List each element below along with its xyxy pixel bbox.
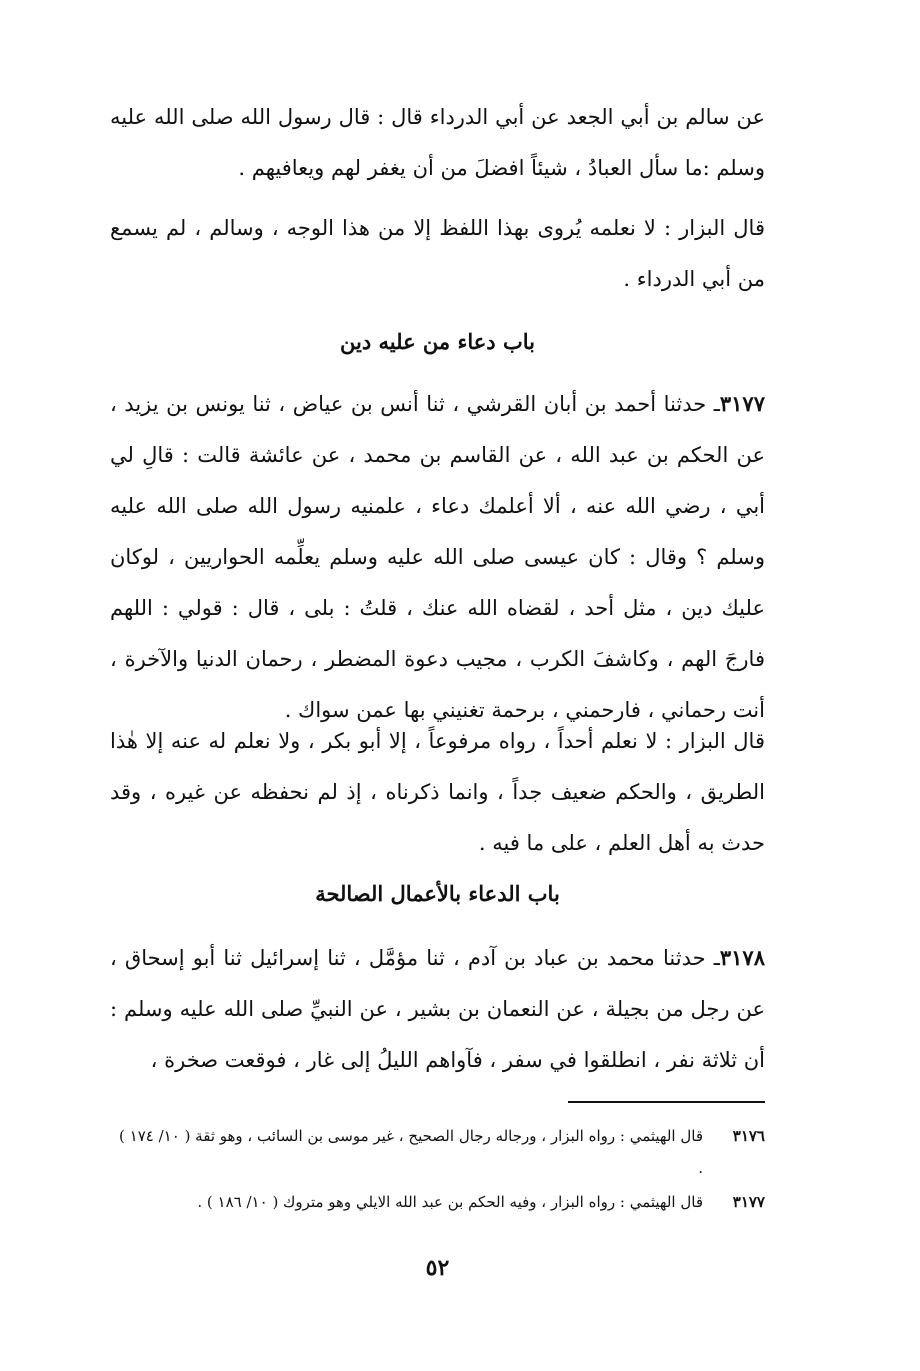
- paragraph-text: قال البزار : لا نعلمه يُروى بهذا اللفظ إلا من هذا الوجه ، وسالم ، لم يسمع من أبي الدرداء .: [110, 216, 765, 291]
- footnote-divider: [568, 1101, 765, 1103]
- chapter-heading-good-deeds: باب الدعاء بالأعمال الصالحة: [315, 881, 560, 906]
- paragraph-hadith-end: [110, 92, 765, 194]
- paragraph-text: عن سالم بن أبي الجعد عن أبي الدرداء قال : قال رسول الله صلى الله عليه وسلم :ما سأل العبادُ ، شيئاً افضلَ من أن يغفر لهم ويعافيهم .: [110, 105, 765, 180]
- page-number: ٥٢: [425, 1255, 450, 1281]
- footnote-number: ٣١٧٧: [732, 1193, 765, 1211]
- footnote-3177: [110, 1186, 765, 1218]
- footnote-text: قال الهيثمي : رواه البزار ، وفيه الحكم بن عبد الله الايلي وهو متروك ( ١٠/ ١٨٦ ) .: [197, 1193, 703, 1211]
- footnote-number: ٣١٧٦: [732, 1127, 765, 1145]
- paragraph-text: قال البزار : لا نعلم أحداً ، رواه مرفوعاً ، إلا أبو بكر ، ولا نعلم له عنه إلا هٰذا الطريق ، والحكم ضعيف جداً ، وانما ذكرناه ، إذ لم نحفظه عن غيره ، وقد حدث به أهل العلم ، على ما فيه .: [110, 729, 765, 855]
- paragraph-text: ـ حدثنا أحمد بن أبان القرشي ، ثنا أنس بن عياض ، ثنا يونس بن يزيد ، عن الحكم بن عبد الله ، عن القاسم بن محمد ، عن عائشة قالت : قالِ لي أبي ، رضي الله عنه ، ألا أعلمك دعاء ، علمنيه رسول الله صلى الله عليه وسلم ؟ وقال : كان عيسى صلى الله عليه وسلم يعلِّمه الحواريين ، لوكان عليك دين ، مثل أحد ، لقضاه الله عنك ، قلتُ : بلى ، قال : قولي : اللهم فارجَ الهم ، وكاشفَ الكرب ، مجيب دعوة المضطر ، رحمان الدنيا والآخرة ، أنت رحماني ، فارحمني ، برحمة تغنيني بها عمن سواك .: [110, 392, 765, 722]
- footnote-3176: [110, 1120, 765, 1184]
- paragraph-bazzar-comment-1: [110, 203, 765, 305]
- chapter-heading-debt-prayer: باب دعاء من عليه دين: [340, 329, 535, 354]
- hadith-number: ٣١٧٨: [719, 945, 765, 970]
- paragraph-bazzar-comment-2: [110, 716, 765, 869]
- paragraph-hadith-3178: [110, 932, 765, 1086]
- paragraph-text: ـ حدثنا محمد بن عباد بن آدم ، ثنا مؤمَّل ، ثنا إسرائيل ثنا أبو إسحاق ، عن رجل من بجيلة ، عن النعمان بن بشير ، عن النبيِّ صلى الله عليه وسلم : أن ثلاثة نفر ، انطلقوا في سفر ، فآواهم الليلُ إلى غار ، فوقعت صخرة ،: [110, 946, 765, 1072]
- footnote-text: قال الهيثمي : رواه البزار ، ورجاله رجال الصحيح ، غير موسى بن السائب ، وهو ثقة ( ١٠/ ١٧٤ ) .: [119, 1127, 703, 1177]
- hadith-number: ٣١٧٧: [719, 391, 765, 416]
- paragraph-hadith-3177: [110, 378, 765, 736]
